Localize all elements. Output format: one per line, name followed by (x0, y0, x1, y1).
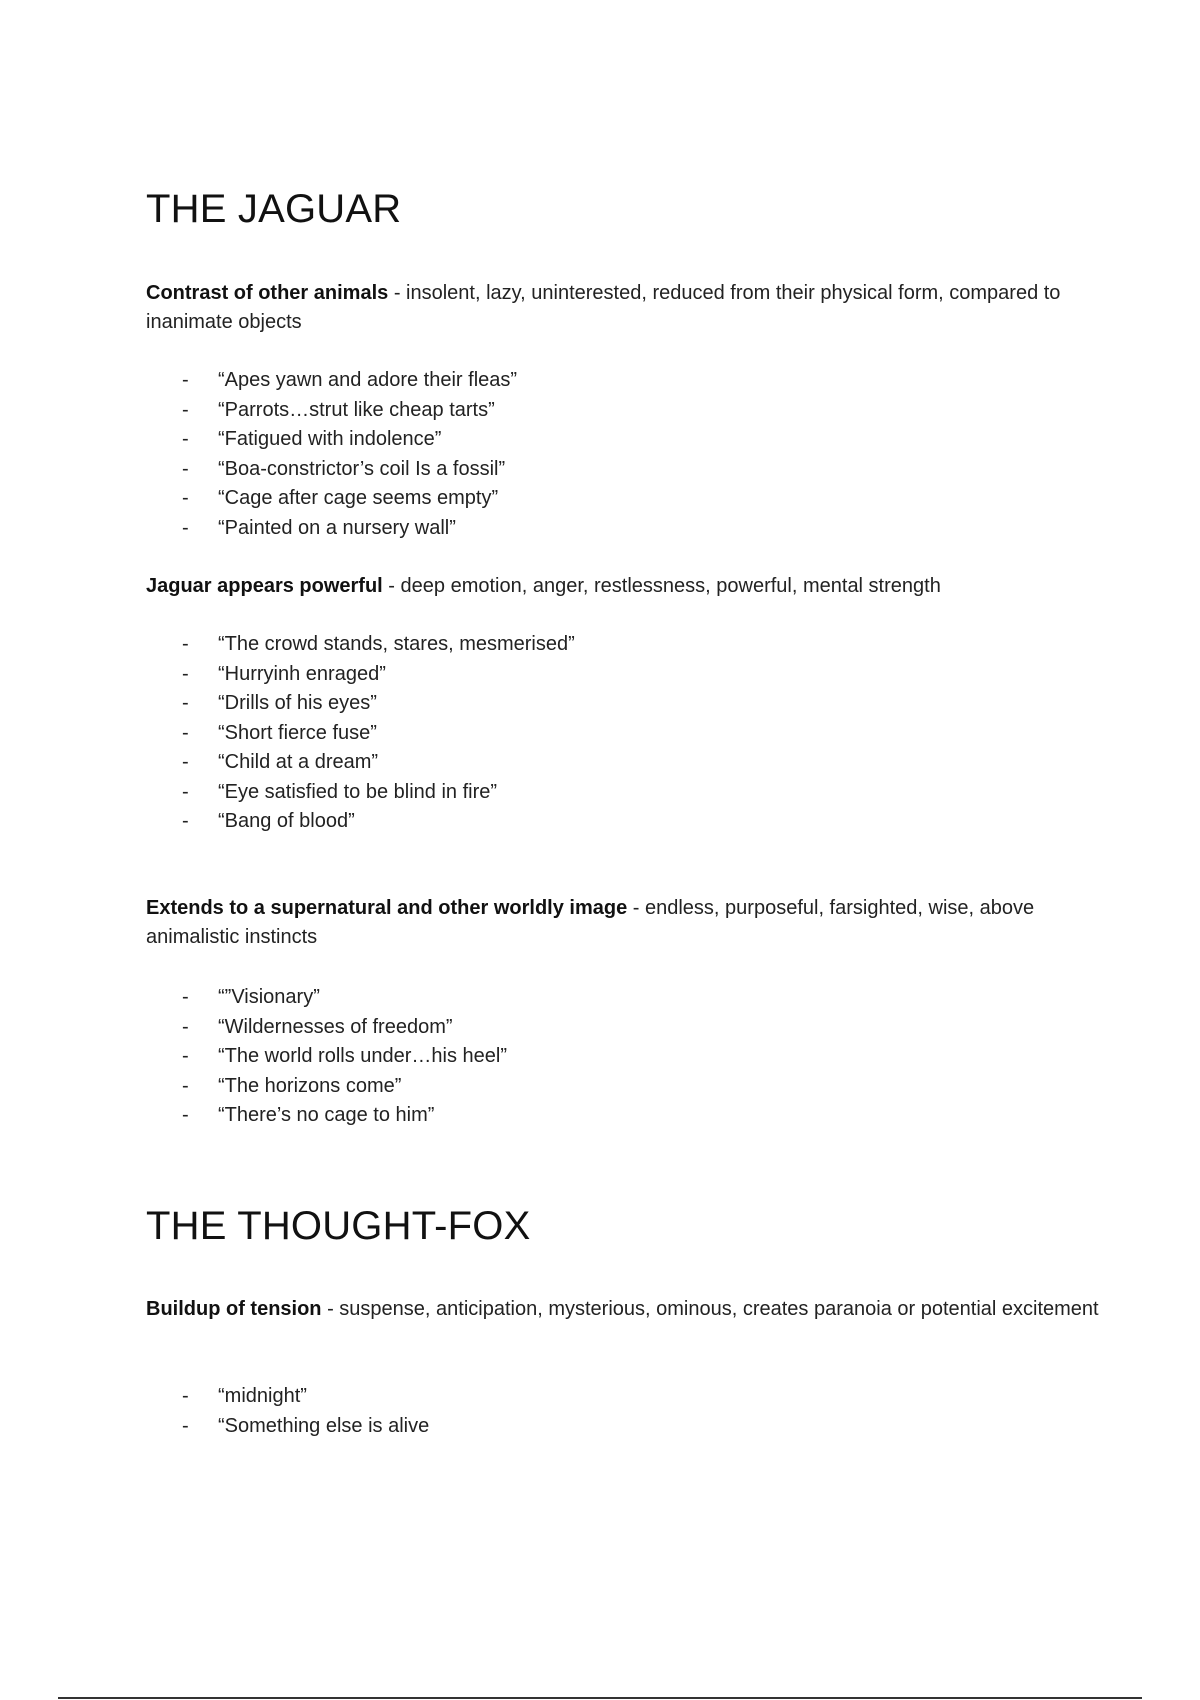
quote-text: “Hurryinh enraged” (218, 662, 386, 685)
quote-text: “Bang of blood” (218, 810, 355, 832)
paragraph-text: - deep emotion, anger, restlessness, powerful, mental strength (382, 575, 941, 597)
list-dash: - (182, 751, 189, 773)
list-item (146, 396, 1046, 426)
list-dash: - (182, 810, 189, 832)
section-title-thought-fox: THE THOUGHT-FOX (146, 1204, 531, 1248)
list-item (146, 455, 1046, 485)
list-dash: - (182, 1074, 189, 1097)
quote-text: “Something else is alive (218, 1414, 430, 1437)
list-dash: - (182, 1414, 189, 1437)
list-item (146, 660, 1046, 690)
list-dash: - (182, 428, 189, 450)
paragraph-contrast-of-other-animals (146, 279, 1106, 337)
list-dash: - (182, 1385, 189, 1407)
list-dash: - (182, 487, 189, 509)
list-dash: - (182, 780, 189, 803)
list-item (146, 983, 1046, 1013)
list-item (146, 484, 1046, 514)
quote-text: “Eye satisfied to be blind in fire” (218, 780, 498, 803)
paragraph-lead: Extends to a supernatural and other worldly image (146, 897, 628, 919)
quote-text: “There’s no cage to him” (218, 1104, 435, 1126)
quote-text: “The crowd stands, stares, mesmerised” (218, 633, 575, 655)
list-dash: - (182, 692, 189, 714)
list-item (146, 1072, 1046, 1102)
list-dash: - (182, 1045, 189, 1067)
list-item (146, 425, 1046, 455)
quote-text: “The world rolls under…his heel” (218, 1045, 508, 1067)
quote-text: “Boa-constrictor’s coil Is a fossil” (218, 457, 506, 480)
paragraph-jaguar-appears-powerful (146, 572, 1106, 601)
paragraph-lead: Contrast of other animals (146, 282, 389, 304)
list-dash: - (182, 457, 189, 480)
page-bottom-rule (58, 1697, 1142, 1699)
list-item (146, 778, 1046, 808)
list-dash: - (182, 1015, 189, 1038)
quote-text: “Painted on a nursery wall” (218, 516, 456, 539)
quote-list-contrast (146, 366, 1046, 543)
list-dash: - (182, 986, 189, 1008)
quote-text: “Cage after cage seems empty” (218, 487, 499, 509)
list-item (146, 689, 1046, 719)
list-dash: - (182, 1104, 189, 1126)
quote-text: “Fatigued with indolence” (218, 428, 442, 450)
quote-list-powerful (146, 630, 1046, 837)
list-item (146, 748, 1046, 778)
paragraph-supernatural-image (146, 894, 1106, 952)
quote-list-tension (146, 1382, 1046, 1441)
list-dash: - (182, 721, 189, 744)
list-item (146, 1101, 1046, 1131)
quote-text: “Child at a dream” (218, 751, 379, 773)
list-item (146, 1013, 1046, 1043)
list-item (146, 1412, 1046, 1442)
paragraph-text: - suspense, anticipation, mysterious, ominous, creates paranoia or potential excitement (321, 1298, 1099, 1320)
list-dash: - (182, 516, 189, 539)
list-item (146, 1382, 1046, 1412)
list-dash: - (182, 633, 189, 655)
paragraph-lead: Jaguar appears powerful (146, 575, 383, 597)
section-title-jaguar: THE JAGUAR (146, 187, 402, 231)
quote-text: “Short fierce fuse” (218, 721, 377, 744)
paragraph-buildup-of-tension (146, 1295, 1106, 1324)
list-item (146, 807, 1046, 837)
paragraph-lead: Buildup of tension (146, 1298, 322, 1320)
list-item (146, 1042, 1046, 1072)
list-dash: - (182, 398, 189, 421)
quote-text: “Wildernesses of freedom” (218, 1015, 453, 1038)
list-dash: - (182, 369, 189, 391)
list-item (146, 366, 1046, 396)
quote-text: “Apes yawn and adore their fleas” (218, 369, 518, 391)
list-item (146, 630, 1046, 660)
paragraph-text: - insolent, lazy, uninterested, reduced from their physical form, compared to inanimate objects (146, 282, 1061, 333)
quote-text: “Parrots…strut like cheap tarts” (218, 398, 495, 421)
quote-text: “Drills of his eyes” (218, 692, 377, 714)
list-item (146, 514, 1046, 544)
paragraph-text: - endless, purposeful, farsighted, wise, above animalistic instincts (146, 897, 1035, 948)
quote-text: “The horizons come” (218, 1074, 402, 1097)
list-dash: - (182, 662, 189, 685)
quote-text: “”Visionary” (218, 986, 320, 1008)
list-item (146, 719, 1046, 749)
quote-text: “midnight” (218, 1385, 307, 1407)
quote-list-supernatural (146, 983, 1046, 1131)
